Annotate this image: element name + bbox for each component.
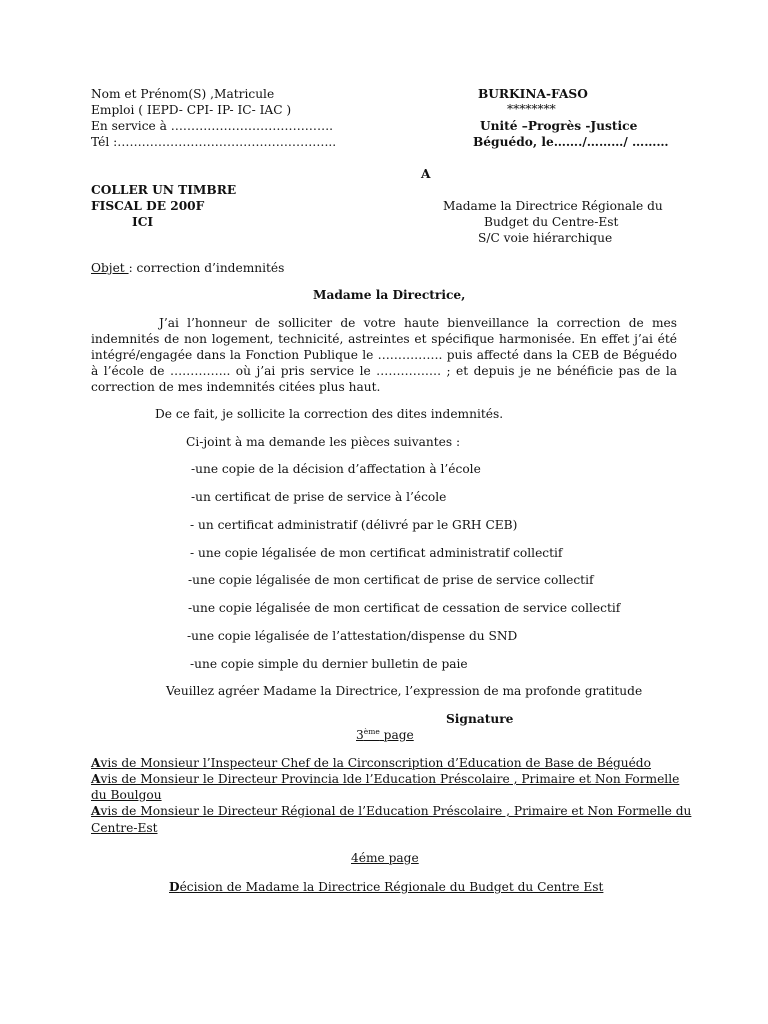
avis-text: vis de Monsieur le Directeur Provincia lde l’Education Préscolaire , Primaire et Non Formelle	[100, 772, 680, 786]
country-stars: ********	[507, 102, 556, 116]
sender-job-line: Emploi ( IEPD- CPI- IP- IC- IAC )	[91, 103, 292, 117]
avis-text: vis de Monsieur le Directeur Régional de l’Education Préscolaire , Primaire et Non Formelle du	[100, 804, 692, 818]
attachment-item: -une copie simple du dernier bulletin de paie	[190, 657, 468, 671]
attachment-item: -une copie légalisée de mon certificat de cessation de service collectif	[188, 601, 621, 615]
decision-initial: D	[169, 880, 180, 894]
avis-directeur-regional-cont: Centre-Est	[91, 821, 158, 835]
avis-directeur-regional	[91, 803, 691, 819]
country-motto: Unité –Progrès -Justice	[480, 119, 638, 133]
attachment-item: - un certificat administratif (délivré par le GRH CEB)	[190, 518, 518, 532]
page-3-suffix: ème	[363, 727, 380, 736]
attachment-item: -une copie légalisée de l’attestation/dispense du SND	[187, 629, 518, 643]
page-3-word: page	[379, 728, 414, 742]
attachments-intro: Ci-joint à ma demande les pièces suivantes :	[186, 435, 461, 449]
attachment-item: - une copie légalisée de mon certificat administratif collectif	[190, 546, 563, 560]
object-label: Objet	[91, 261, 129, 275]
sender-service-line: En service à ………………………………….	[91, 119, 334, 133]
avis-initial: A	[91, 772, 101, 786]
avis-text: vis de Monsieur l’Inspecteur Chef de la Circonscription d’Education de Base de Béguédo	[100, 756, 651, 770]
body-paragraph-1-text: J’ai l’honneur de solliciter de votre haute bienveillance la correction de mes indemnités de non logement, technicité, astreintes et spécifique harmonisée. En effet j’ai été intégré/engagée dans la Fonction Publique le ……………. puis affecté dans la CEB de Béguédo à l’école de …………... où j’ai pris service le ……………. ; et depuis je ne bénéficie pas de la correction de mes indemnités citées plus haut.	[91, 316, 677, 394]
recipient-line-1: Madame la Directrice Régionale du	[443, 199, 663, 213]
page-3-heading	[356, 727, 414, 743]
avis-directeur-provincial-cont: du Boulgou	[91, 788, 162, 802]
avis-initial: A	[91, 756, 101, 770]
salutation: Madame la Directrice,	[313, 288, 466, 302]
page-4-heading: 4éme page	[351, 851, 419, 865]
country-name: BURKINA-FASO	[478, 87, 588, 101]
avis-initial: A	[91, 804, 101, 818]
decision-line	[169, 879, 603, 895]
to-label: A	[421, 167, 431, 181]
sender-tel-line: Tél :……………………………………………...	[91, 135, 337, 149]
stamp-line-2: FISCAL DE 200F	[91, 199, 205, 213]
body-paragraph-1	[91, 315, 677, 395]
attachment-item: -une copie de la décision d’affectation à l’école	[191, 462, 481, 476]
avis-inspecteur	[91, 755, 651, 771]
object-text: : correction d’indemnités	[128, 261, 285, 275]
avis-directeur-provincial	[91, 771, 679, 787]
attachment-item: -un certificat de prise de service à l’école	[191, 490, 447, 504]
stamp-line-1: COLLER UN TIMBRE	[91, 183, 237, 197]
stamp-line-3: ICI	[132, 215, 154, 229]
signature-label: Signature	[446, 712, 514, 726]
sender-name-line: Nom et Prénom(S) ,Matricule	[91, 87, 275, 101]
page-3-number: 3	[356, 728, 364, 742]
closing-formula: Veuillez agréer Madame la Directrice, l’expression de ma profonde gratitude	[166, 684, 643, 698]
recipient-line-2: Budget du Centre-Est	[484, 215, 619, 229]
attachment-item: -une copie légalisée de mon certificat de prise de service collectif	[188, 573, 594, 587]
body-paragraph-2: De ce fait, je sollicite la correction des dites indemnités.	[155, 407, 504, 421]
place-date: Béguédo, le……./………/ ………	[473, 135, 669, 149]
recipient-line-3: S/C voie hiérarchique	[478, 231, 613, 245]
object-line	[91, 260, 284, 276]
decision-text: écision de Madame la Directrice Régionale du Budget du Centre Est	[179, 880, 604, 894]
